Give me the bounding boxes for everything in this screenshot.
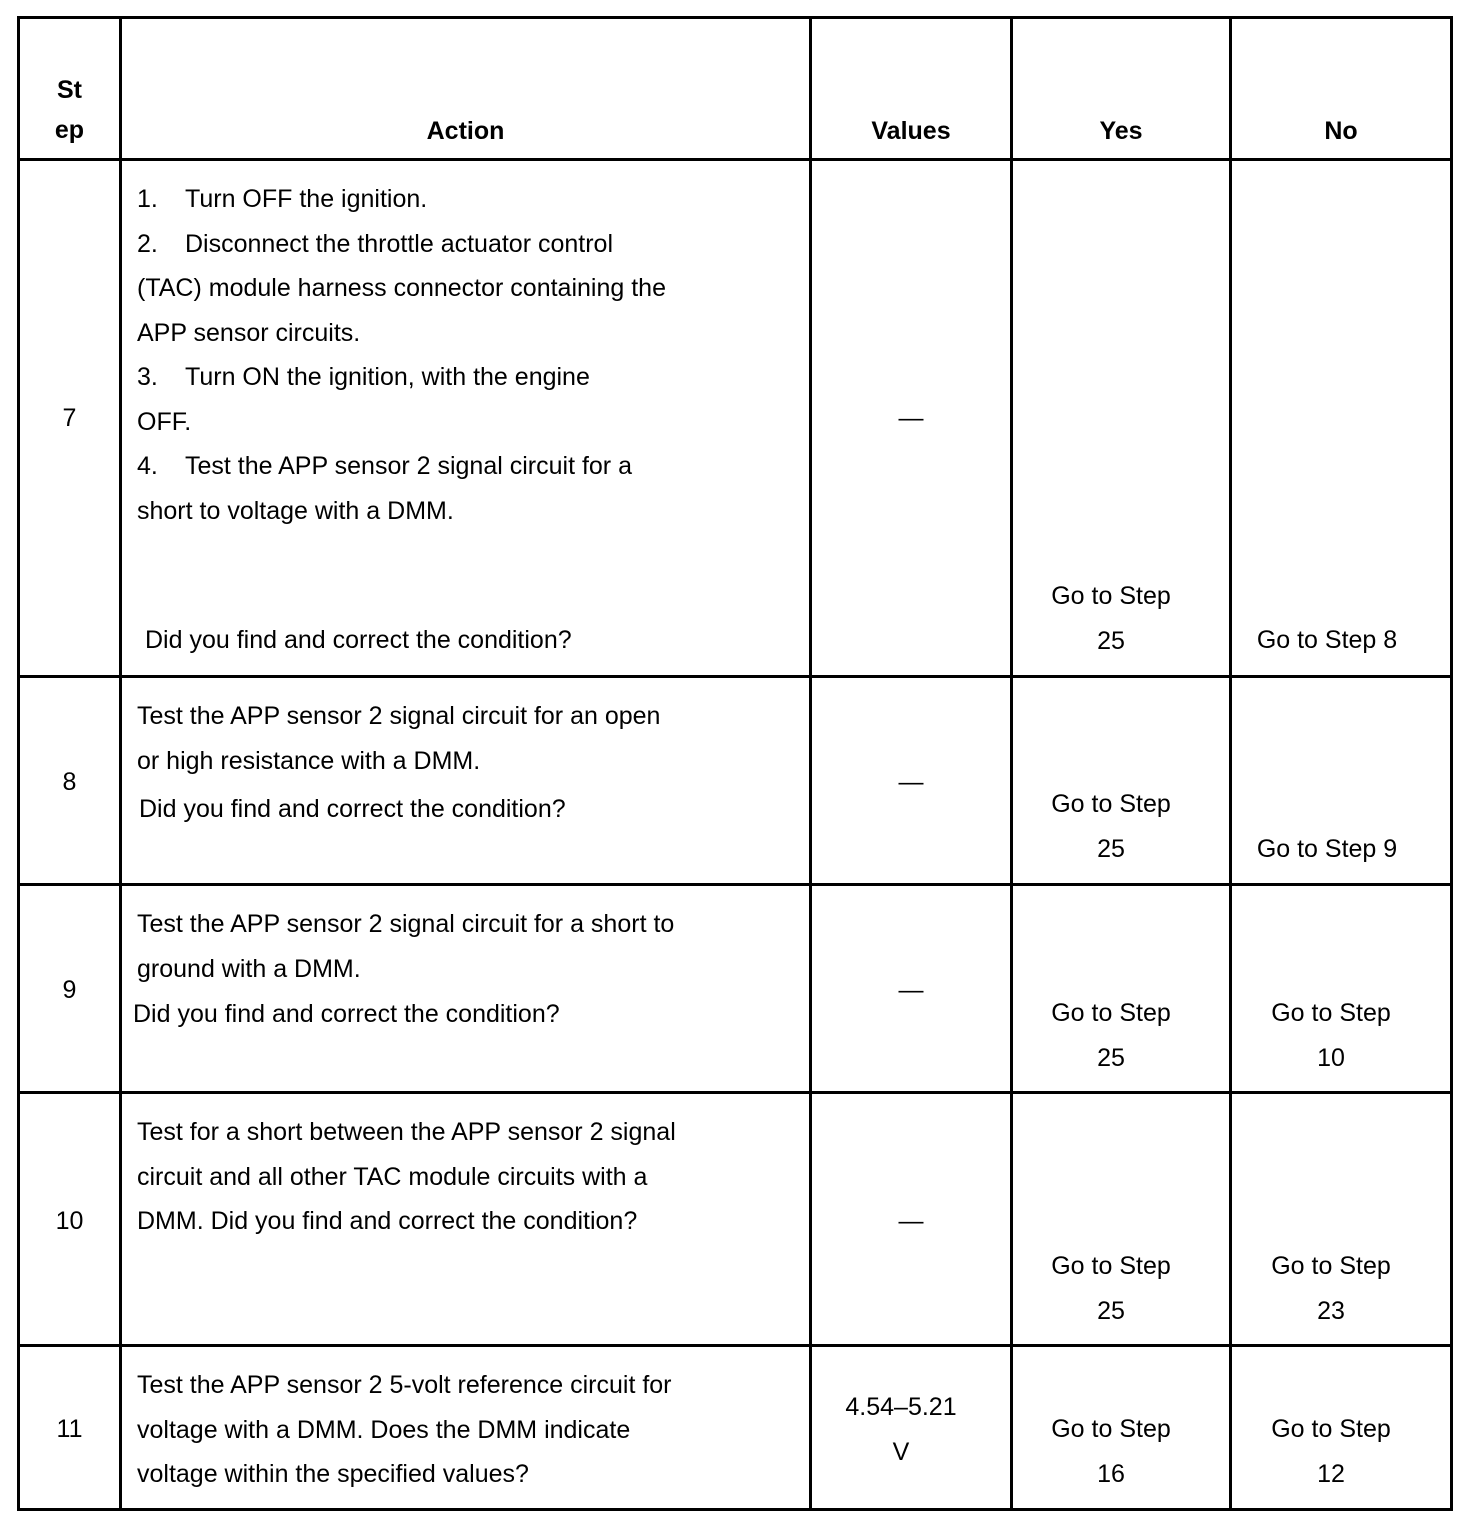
yes-target: Go to Step 25 — [1051, 582, 1171, 655]
value-text: 4.54–5.21 V — [845, 1393, 957, 1466]
step-number: 9 — [62, 976, 77, 1004]
yes-target: Go to Step 25 — [1051, 999, 1171, 1072]
action-text: Test the APP sensor 2 5-volt reference circuit for voltage with a DMM. Does the DMM indicate voltage within the specified values? — [137, 1371, 672, 1488]
yes-target: Go to Step 16 — [1051, 1415, 1171, 1488]
header-no: No — [1324, 117, 1358, 145]
value-text: — — [898, 768, 924, 796]
no-target: Go to Step 8 — [1256, 626, 1398, 654]
action-question: Did you find and correct the condition? — [145, 626, 572, 654]
row-divider — [17, 1344, 1453, 1347]
value-text: — — [898, 1207, 924, 1235]
header-yes: Yes — [1099, 117, 1143, 145]
column-divider — [119, 16, 122, 1511]
value-text: — — [898, 404, 924, 432]
no-target: Go to Step 12 — [1271, 1415, 1391, 1488]
table-border-bottom — [17, 1508, 1453, 1511]
step-number: 8 — [62, 768, 77, 796]
yes-target: Go to Step 25 — [1051, 790, 1171, 863]
no-target: Go to Step 10 — [1271, 999, 1391, 1072]
step-number: 7 — [62, 404, 77, 432]
row-divider — [17, 1091, 1453, 1094]
yes-target: Go to Step 25 — [1051, 1252, 1171, 1325]
table-border-top — [17, 16, 1453, 19]
row-divider — [17, 158, 1453, 161]
value-text: — — [898, 976, 924, 1004]
step-number: 11 — [56, 1415, 83, 1443]
header-values: Values — [871, 117, 951, 145]
header-action: Action — [426, 117, 505, 145]
step-number: 10 — [55, 1207, 84, 1235]
table-border-right — [1450, 16, 1453, 1511]
action-text: Test the APP sensor 2 signal circuit for a short to ground with a DMM. — [137, 910, 675, 983]
diagnostic-table — [17, 16, 1453, 1511]
action-text: 1. Turn OFF the ignition. 2. Disconnect the throttle actuator control (TAC) module harness connector containing the APP sensor circuits. 3. Turn ON the ignition, with the engine OFF. 4. Test the APP sensor 2 signal circuit for a short to voltage with a DMM. — [137, 185, 666, 525]
header-step: St ep — [54, 76, 85, 144]
action-text: Test the APP sensor 2 signal circuit for an open or high resistance with a DMM. — [137, 702, 661, 775]
action-question: Did you find and correct the condition? — [139, 795, 566, 823]
action-text: Test for a short between the APP sensor 2 signal circuit and all other TAC module circuits with a DMM. Did you find and correct the condition? — [137, 1118, 676, 1235]
no-target: Go to Step 23 — [1271, 1252, 1391, 1325]
row-divider — [17, 675, 1453, 678]
action-question: Did you find and correct the condition? — [133, 1000, 560, 1028]
row-divider — [17, 883, 1453, 886]
no-target: Go to Step 9 — [1256, 835, 1398, 863]
